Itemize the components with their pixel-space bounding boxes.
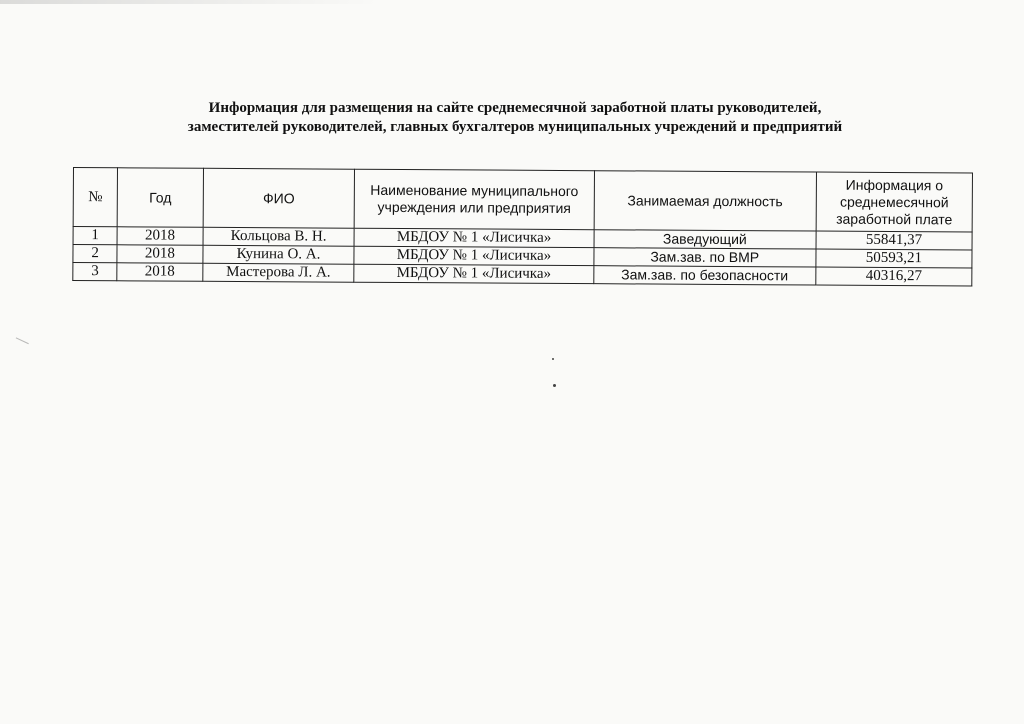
cell-position: Заведующий (594, 230, 817, 249)
header-fio: ФИО (203, 168, 355, 228)
cell-fio: Кольцова В. Н. (203, 227, 355, 246)
header-organization-line-2: учреждения или предприятия (377, 198, 571, 217)
cell-salary: 40316,27 (816, 267, 972, 286)
header-salary-info (816, 172, 972, 232)
table-header-row (73, 168, 972, 232)
cell-organization: МБДОУ № 1 «Лисичка» (354, 228, 593, 247)
cell-position: Зам.зав. по ВМР (594, 248, 817, 267)
title-line-1: Информация для размещения на сайте среднемесячной заработной платы руководителей, (208, 100, 822, 116)
cell-fio: Мастерова Л. А. (202, 263, 354, 282)
document-title (120, 99, 910, 137)
title-line-2: заместителей руководителей, главных бухгалтеров муниципальных учреждений и предприятий (187, 119, 843, 135)
cell-organization: МБДОУ № 1 «Лисичка» (354, 264, 593, 283)
header-organization (355, 169, 595, 229)
header-salary-info-line-1: Информация о (845, 176, 944, 193)
cell-num: 1 (73, 227, 117, 245)
cell-num: 3 (73, 263, 117, 281)
cell-organization: МБДОУ № 1 «Лисичка» (354, 246, 593, 265)
cell-position: Зам.зав. по безопасности (593, 266, 816, 285)
cell-year: 2018 (117, 263, 203, 282)
header-salary-info-line-3: заработной плате (836, 210, 953, 227)
header-organization-line-1: Наименование муниципального (370, 181, 579, 200)
scan-artifact-mark (13, 337, 29, 349)
header-position: Занимаемая должность (594, 171, 817, 231)
header-salary-info-line-2: среднемесячной (839, 193, 949, 210)
scan-edge-shadow (0, 0, 380, 4)
cell-salary: 50593,21 (816, 249, 972, 268)
cell-fio: Кунина О. А. (203, 245, 355, 264)
cell-year: 2018 (117, 245, 203, 264)
cell-num: 2 (73, 245, 117, 263)
cell-salary: 55841,37 (816, 231, 972, 250)
cell-year: 2018 (117, 227, 203, 246)
salary-table (72, 167, 973, 286)
header-num: № (73, 168, 118, 227)
header-year: Год (117, 168, 203, 228)
scan-speck (552, 358, 554, 360)
scan-speck (553, 384, 556, 387)
